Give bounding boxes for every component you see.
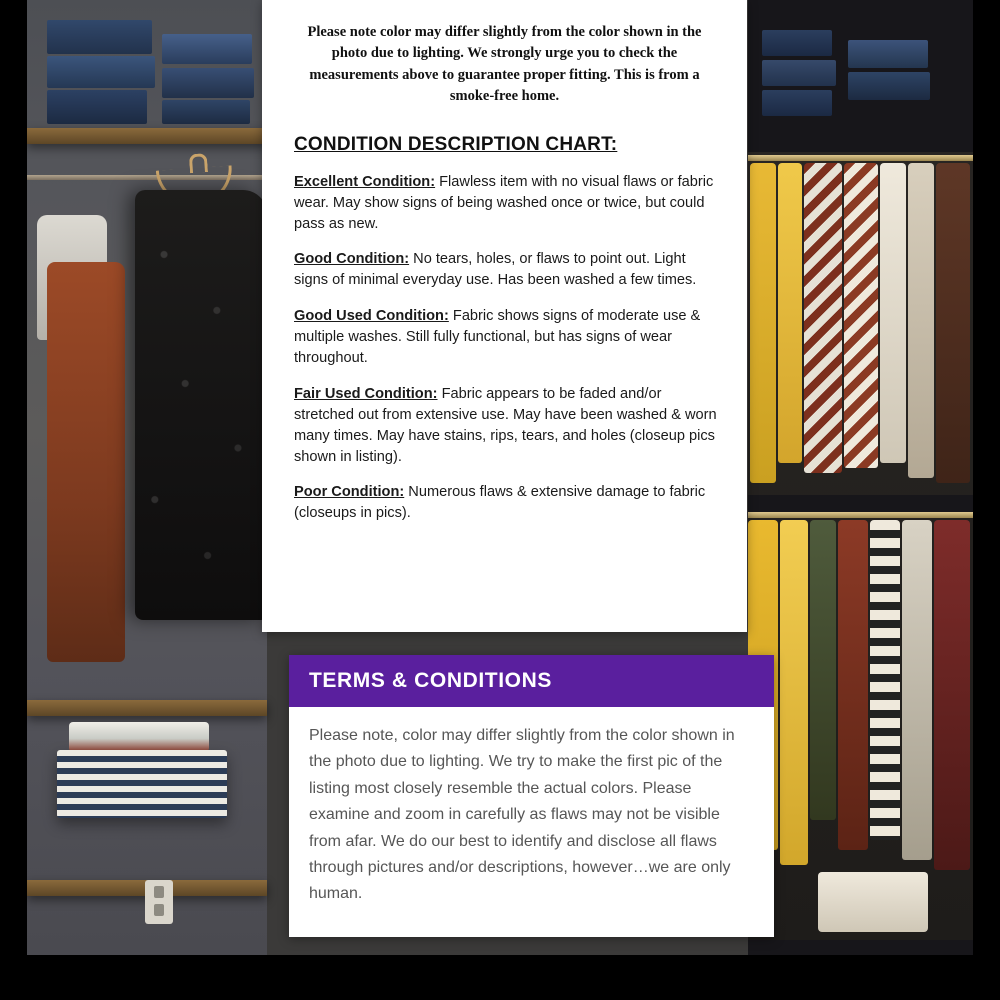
- clothing-rack-upper: [748, 155, 973, 495]
- folded-jeans: [762, 90, 832, 116]
- folded-striped-shirts: [57, 750, 227, 818]
- folded-jeans: [162, 100, 250, 124]
- condition-term: Poor Condition:: [294, 484, 405, 501]
- hanging-garment: [870, 520, 900, 840]
- hanging-garment: [880, 163, 906, 463]
- condition-term: Good Used Condition:: [294, 308, 449, 324]
- page-title: CONDITION DESCRIPTION CHART:: [294, 133, 618, 155]
- hanging-garment: [750, 163, 776, 483]
- hanging-garment: [780, 520, 808, 865]
- folded-jeans: [762, 60, 836, 86]
- condition-list: [294, 172, 719, 524]
- condition-description-document: [262, 0, 747, 632]
- clothing-rack-lower: [748, 512, 973, 942]
- photo-bottom-edge: [748, 940, 973, 955]
- closet-rod: [748, 155, 973, 161]
- closet-rod: [27, 175, 267, 180]
- wall-outlet: [145, 880, 173, 924]
- condition-item-good: [294, 249, 719, 291]
- hanging-garment: [908, 163, 934, 478]
- condition-item-excellent: [294, 172, 719, 235]
- hanging-garment: [804, 163, 842, 473]
- folded-jeans: [47, 20, 152, 54]
- condition-term: Excellent Condition:: [294, 173, 436, 190]
- condition-term: Fair Used Condition:: [294, 385, 438, 402]
- folded-jeans: [162, 34, 252, 64]
- condition-item-good-used: [294, 306, 719, 369]
- hanging-garment: [934, 520, 970, 870]
- letterbox-left: [0, 0, 27, 1000]
- hanging-garment: [844, 163, 878, 468]
- hanging-garment: [936, 163, 970, 483]
- closet-rod: [748, 512, 973, 518]
- condition-description: Fabric appears to be faded and/or stretched out from extensive use. May have been washed & worn many times. May have stains, rips, tears, and holes (closeup pics shown in listing).: [294, 385, 717, 465]
- folded-jeans: [848, 72, 930, 100]
- condition-description: Flawless item with no visual flaws or fabric wear. May show signs of being washed once or twice, but could pass as new.: [294, 173, 714, 232]
- hanging-rust-dress: [47, 262, 125, 662]
- closet-right-section: [748, 0, 973, 955]
- condition-description: Fabric shows signs of moderate use & multiple washes. Still fully functional, but has signs of wear throughout.: [294, 308, 701, 366]
- dark-shelf-area: [748, 0, 973, 152]
- folded-jeans: [47, 56, 155, 88]
- condition-term: Good Condition:: [294, 251, 410, 268]
- hanging-garment: [902, 520, 932, 860]
- hanging-garment: [778, 163, 802, 463]
- condition-item-fair-used: [294, 384, 719, 468]
- folded-jeans: [47, 90, 147, 124]
- shelf-lower: [27, 700, 267, 716]
- terms-body-text: Please note, color may differ slightly from the color shown in the photo due to lighting. We try to make the first pic of the listing most closely resemble the actual colors. Please examine and zoom in carefully as flaws may not be visible from afar. We do our best to identify and disclose all flaws through pictures and/or descriptions, however…we are only human.: [309, 727, 735, 903]
- closet-left-section: [27, 0, 267, 955]
- folded-linen: [818, 872, 928, 932]
- condition-item-poor: [294, 482, 719, 524]
- shelf-top: [27, 128, 267, 144]
- hanging-garment: [810, 520, 836, 820]
- folded-jeans: [162, 68, 254, 98]
- condition-description: No tears, holes, or flaws to point out. Light signs of minimal everyday use. Has been washed a few times.: [294, 251, 697, 289]
- letterbox-bottom: [0, 955, 1000, 1000]
- terms-and-conditions-panel: [289, 655, 774, 937]
- closet-photo: [27, 0, 973, 955]
- hanging-floral-dress: [135, 190, 267, 620]
- condition-description: Numerous flaws & extensive damage to fabric (closeups in pics).: [294, 484, 706, 522]
- hanging-garment: [838, 520, 868, 850]
- terms-header: TERMS & CONDITIONS: [289, 655, 774, 707]
- folded-jeans: [848, 40, 928, 68]
- color-note-text: Please note color may differ slightly from the color shown in the photo due to lighting. We strongly urge you to check the measurements above to guarantee proper fitting. This is from a smoke-free home.: [307, 24, 702, 105]
- folded-jeans: [762, 30, 832, 56]
- folded-sweater: [69, 722, 209, 752]
- letterbox-right: [973, 0, 1000, 1000]
